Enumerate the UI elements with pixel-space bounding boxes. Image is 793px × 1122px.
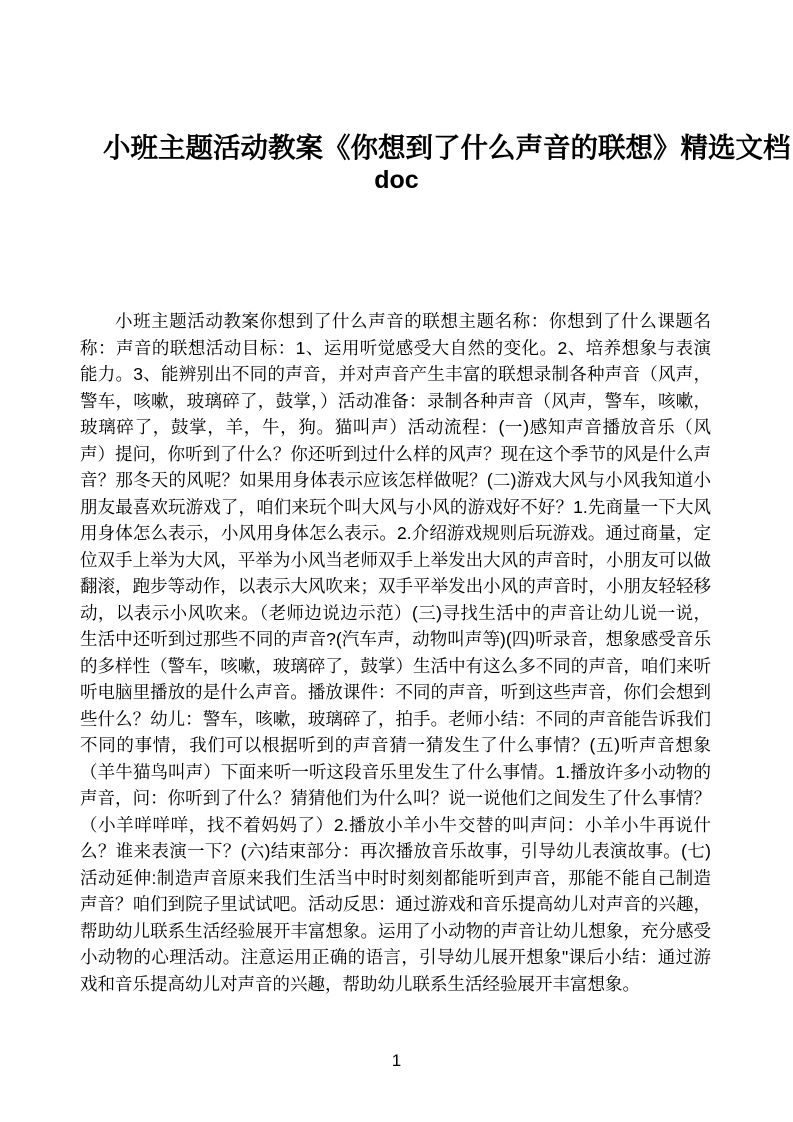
document-body-paragraph: 小班主题活动教案你想到了什么声音的联想主题名称：你想到了什么课题名称：声音的联想活动目标：1、运用听觉感受大自然的变化。2、培养想象与表演能力。3、能辨别出不同的声音，并对声音产生丰富的联想录制各种声音（风声，警车，咳嗽，玻璃碎了，鼓掌，）活动准备：录制各种声音（风声，警车，咳嗽，玻璃碎了，鼓掌，羊，牛，狗。猫叫声）活动流程：(一)感知声音播放音乐（风声）提问，你听到了什么？你还听到过什么样的风声？现在这个季节的风是什么声音？那冬天的风呢？如果用身体表示应该怎样做呢？(二)游戏大风与小风我知道小朋友最喜欢玩游戏了，咱们来玩个叫大风与小风的游戏好不好？1.先商量一下大风用身体怎么表示，小风用身体怎么表示。2.介绍游戏规则后玩游戏。通过商量，定位双手上举为大风，平举为小风当老师双手上举发出大风的声音时，小朋友可以做翻滚，跑步等动作，以表示大风吹来；双手平举发出小风的声音时，小朋友轻轻移动，以表示小风吹来。（老师边说边示范）(三)寻找生活中的声音让幼儿说一说，生活中还听到过那些不同的声音?(汽车声，动物叫声等)(四)听录音，想象感受音乐的多样性（警车，咳嗽，玻璃碎了，鼓掌）生活中有这么多不同的声音，咱们来听听电脑里播放的是什么声音。播放课件：不同的声音，听到这些声音，你们会想到些什么？幼儿：警车，咳嗽，玻璃碎了，拍手。老师小结：不同的声音能告诉我们不同的事情，我们可以根据听到的声音猜一猜发生了什么事情？(五)听声音想象（羊牛猫鸟叫声）下面来听一听这段音乐里发生了什么事情。1.播放许多小动物的声音，问：你听到了什么？猜猜他们为什么叫？说一说他们之间发生了什么事情？（小羊咩咩咩，找不着妈妈了）2.播放小羊小牛交替的叫声问：小羊小牛再说什么？谁来表演一下？(六)结束部分：再次播放音乐故事，引导幼儿表演故事。(七)活动延伸:制造声音原来我们生活当中时时刻刻都能听到声音，那能不能自己制造声音？咱们到院子里试试吧。活动反思：通过游戏和音乐提高幼儿对声音的兴趣，帮助幼儿联系生活经验展开丰富想象。运用了小动物的声音让幼儿想象，充分感受小动物的心理活动。注意运用正确的语言，引导幼儿展开想象"课后小结：通过游戏和音乐提高幼儿对声音的兴趣，帮助幼儿联系生活经验展开丰富想象。	[80, 311, 711, 994]
page-number: 1	[391, 1051, 402, 1070]
document-title-block	[0, 131, 793, 195]
document-title: 小班主题活动教案《你想到了什么声音的联想》精选文档	[103, 132, 791, 163]
document-title-extension: doc	[374, 166, 419, 194]
